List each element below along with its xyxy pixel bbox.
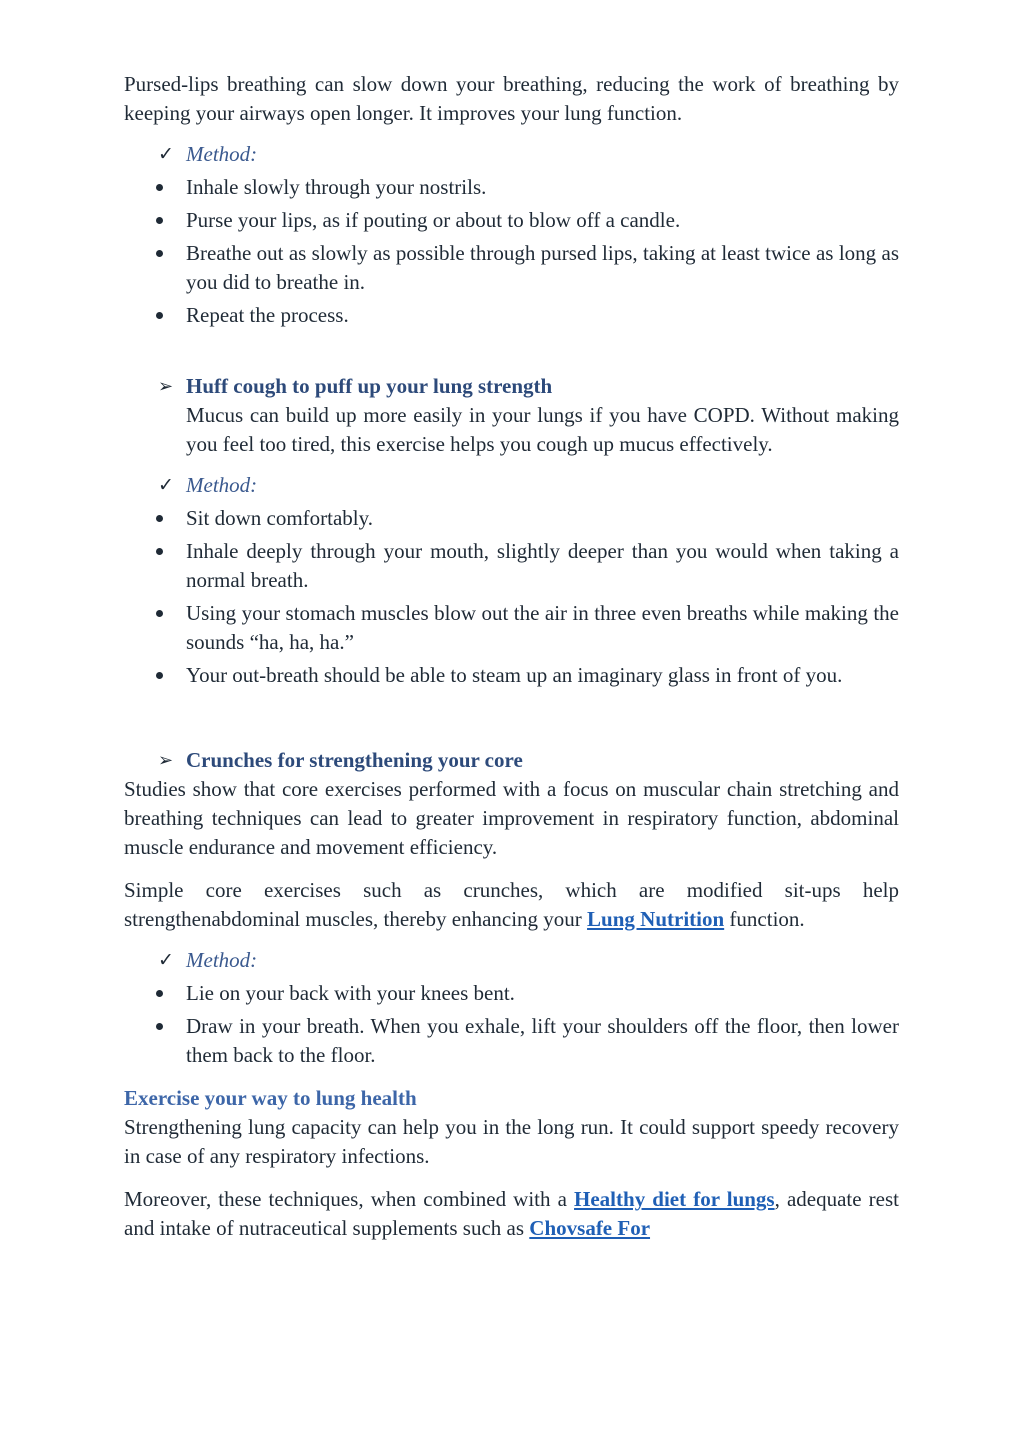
bullet-icon (156, 515, 163, 522)
list-item: Breathe out as slowly as possible through pursed lips, taking at least twice as long as you did to breathe in. (124, 239, 899, 297)
huff-paragraph: Mucus can build up more easily in your lungs if you have COPD. Without making you feel too tired, this exercise helps you cough up mucus effectively. (186, 403, 899, 456)
bullet-icon (156, 672, 163, 679)
arrow-bullet-icon: ➢ (158, 750, 174, 770)
crunches-heading: ➢ Crunches for strengthening your core (124, 746, 899, 775)
list-item: Repeat the process. (124, 301, 899, 330)
chovsafe-link[interactable]: Chovsafe For (529, 1216, 651, 1240)
bullet-icon (156, 217, 163, 224)
lung-nutrition-link[interactable]: Lung Nutrition (587, 907, 725, 931)
bullet-icon (156, 184, 163, 191)
list-item: Lie on your back with your knees bent. (124, 979, 899, 1008)
method-text: Method: (186, 142, 258, 166)
healthy-diet-link[interactable]: Healthy diet for lungs (574, 1187, 775, 1211)
method-label-pursed (124, 140, 899, 169)
intro-paragraph: Pursed-lips breathing can slow down your breathing, reducing the work of breathing by keeping your airways open longer. It improves your lung function. (124, 72, 899, 125)
huff-heading: ➢ Huff cough to puff up your lung strength (124, 372, 899, 401)
bullet-icon (156, 1023, 163, 1030)
bullet-icon (156, 250, 163, 257)
bullet-icon (156, 990, 163, 997)
crunches-paragraph-2: Simple core exercises such as crunches, which are modified sit-ups help strengthenabdominal muscles, thereby enhancing your Lung Nutrition function. (124, 878, 899, 931)
huff-steps-list (124, 504, 899, 690)
checkmark-icon: ✓ (158, 950, 174, 971)
method-text: Method: (186, 948, 258, 972)
pursed-steps-list (124, 173, 899, 330)
method-text: Method: (186, 473, 258, 497)
list-item: Your out-breath should be able to steam up an imaginary glass in front of you. (124, 661, 899, 690)
bullet-icon (156, 312, 163, 319)
method-label-crunches (124, 946, 899, 975)
list-item: Inhale deeply through your mouth, slightly deeper than you would when taking a normal breath. (124, 537, 899, 595)
exercise-paragraph-2: Moreover, these techniques, when combined with a Healthy diet for lungs, adequate rest and intake of nutraceutical supplements such as Chovsafe For (124, 1187, 899, 1240)
list-item: Inhale slowly through your nostrils. (124, 173, 899, 202)
list-item: Purse your lips, as if pouting or about to blow off a candle. (124, 206, 899, 235)
exercise-paragraph: Strengthening lung capacity can help you in the long run. It could support speedy recovery in case of any respiratory infections. (124, 1115, 899, 1168)
list-item: Draw in your breath. When you exhale, lift your shoulders off the floor, then lower them back to the floor. (124, 1012, 899, 1070)
checkmark-icon: ✓ (158, 475, 174, 496)
crunches-steps-list (124, 979, 899, 1070)
bullet-icon (156, 548, 163, 555)
list-item: Using your stomach muscles blow out the air in three even breaths while making the sounds “ha, ha, ha.” (124, 599, 899, 657)
arrow-bullet-icon: ➢ (158, 376, 174, 396)
exercise-heading: Exercise your way to lung health (124, 1086, 417, 1110)
list-item: Sit down comfortably. (124, 504, 899, 533)
checkmark-icon: ✓ (158, 144, 174, 165)
crunches-paragraph: Studies show that core exercises performed with a focus on muscular chain stretching and breathing techniques can lead to greater improvement in respiratory function, abdominal muscle endurance and movement efficiency. (124, 777, 899, 859)
method-label-huff (124, 471, 899, 500)
bullet-icon (156, 610, 163, 617)
